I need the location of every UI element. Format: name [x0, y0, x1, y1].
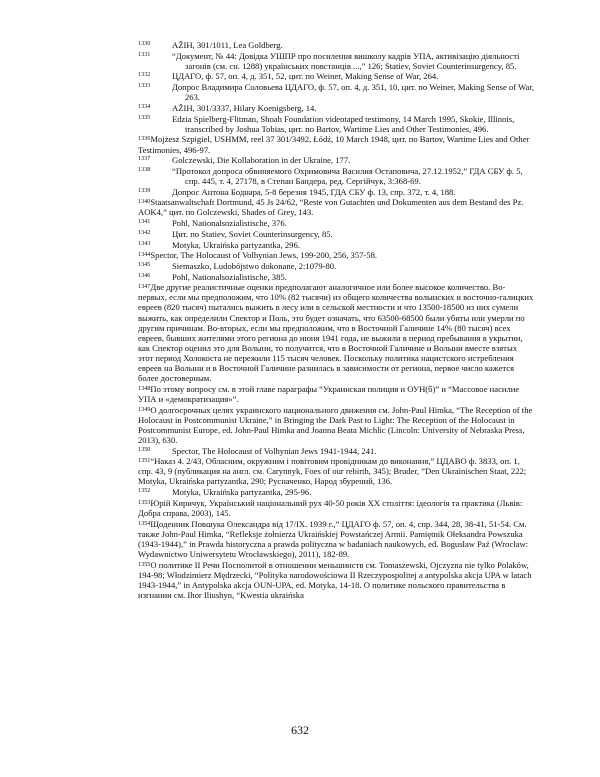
footnote-number: 1341: [138, 218, 151, 226]
footnote-number: 1348: [138, 384, 151, 392]
footnote: [138, 240, 534, 250]
footnote: [138, 282, 534, 383]
footnote-number: 1332: [138, 71, 151, 79]
footnote-text: Spector, The Holocaust of Volhynian Jews 1941-1944, 241.: [172, 445, 377, 456]
footnote-text: Motyka, Ukraińska partyzantka, 295-96.: [172, 487, 312, 498]
footnote: [138, 384, 534, 404]
footnote-number: 1331: [138, 50, 151, 58]
footnote-text: ЦДАГО, ф. 57, оп. 4, д. 351, 52, цит. по Weiner, Making Sense of War, 264.: [172, 71, 439, 82]
footnote-number: 1339: [138, 186, 151, 194]
footnote-number: 1343: [138, 239, 151, 247]
footnote-text: “Протокол допроса обвиняемого Охримовича Василия Остаповича, 27.12.1952,” ГДА СБУ ф. 5, спр. 445, т. 4, 27178, в Степан Бандера, ред. Сергійчук, 3:368-69.: [172, 165, 523, 186]
footnote-text: “Наказ 4. 2/43, Обласним, окружним і повітовим провідникам до виконання,” ЦДАВО ф. 3833, оп. 1, спр. 43, 9 (публикация на англ. см. Carynnyk, Foes of our rebirth, 345); Bruder, ”Den Ukrainischen Staat, 222; Motyka, Ukraińska partyzantka, 290; Русначенко, Народ збурений, 136.: [138, 456, 527, 487]
footnote: [138, 134, 534, 154]
footnote-text: Edzia Spielberg-Flitman, Shoah Foundation videotaped testimony, 14 March 1995, Skokie, Illinois, transcribed by Joshua Tobias, цит. по Bartov, Wartime Lies and Other Testimonies, 496.: [172, 113, 515, 134]
footnote: [138, 218, 534, 228]
footnote-number: 1336: [138, 135, 151, 143]
footnote-number: 1353: [138, 498, 151, 506]
footnote: [138, 456, 534, 486]
footnote-text: “Документ, № 44: Довідка УШПР про посилення вишколу кадрів УПА, активізацію діяльності загонів (см. сн. 1288) українських повстанців ...,” 126; Statiev, Soviet Counterinsurgency, 85.: [172, 50, 520, 71]
footnote: [138, 197, 534, 217]
footnote-text: Mojżesz Szpigiel, USHMM, reel 37 301/3492, Łódź, 10 March 1948, цит. по Bartov, Wartime Lies and Other Testimonies, 496-97.: [138, 134, 530, 155]
footnote: [138, 114, 534, 134]
footnote-number: 1330: [138, 40, 151, 47]
footnote-number: 1337: [138, 155, 151, 163]
footnote-number: 1346: [138, 271, 151, 279]
footnote-text: Две другие реалистичные оценки предполагают аналогичное или более высокое количество. Во-первых, если мы предположим, что 10% (82 тысячи) из общего количества волынских и восточно-галицких евреев (820 тысяч) пытались выжить в лесу или в сельской местности и что 13500-18500 из них сумели выжить, как определили Спектор и Поль, это будет означать, что 63500-68500 были убиты или умерли по другим причинам. Во-вторых, если мы предположим, что в Восточной Галичине 14% (80 тысяч) всех евреев, бывших жителями этого региона до июня 1941 года, не выжили в период пребывания в укрытии, как Спектор оценил это для Волыни, то получится, что в Восточной Галичине и Волыни вместе взятых этот период Холокоста не пережили 115 тысяч человек. Поскольку политика нацистского истребления евреев на Волыни и в Восточной Галичине разнилась в зависимости от региона, первое число кажется более достоверным.: [138, 282, 534, 384]
footnote: [138, 103, 534, 113]
footnote-number: 1347: [138, 283, 151, 291]
footnote-number: 1335: [138, 113, 151, 121]
footnote: [138, 250, 534, 260]
footnote: [138, 51, 534, 71]
footnote: [138, 487, 534, 497]
footnote: [138, 272, 534, 282]
footnote: [138, 519, 534, 559]
footnote-text: Golczewski, Die Kollaboration in der Ukraine, 177.: [172, 155, 351, 166]
page-number: 632: [291, 723, 309, 737]
footnotes-list: [138, 40, 534, 600]
footnote: [138, 405, 534, 445]
footnote: [138, 560, 534, 600]
footnote: [138, 71, 534, 81]
footnote-number: 1334: [138, 102, 151, 110]
footnote-text: О политике II Речи Посполитой в отношении меньшинств см. Tomaszewski, Ojczyzna nie tylko Polaków, 194-98; Włodzimierz Mędrzecki, “Polityka narodowościowa II Rzeczypospolitej a antypolska akcja UPA w latach 1943-1944,” in Antypolska akcja OUN-UPA, ed. Motyka, 14-18. О политике польского правительства в изгнании см. Ihor Iliushyn, “Kwestia ukraińska: [138, 559, 532, 600]
footnote-number: 1340: [138, 198, 151, 206]
footnote: [138, 82, 534, 102]
footnote-number: 1344: [138, 251, 151, 259]
footnote-number: 1338: [138, 165, 151, 173]
footnote-number: 1354: [138, 519, 151, 527]
footnote-text: Staatsanwaltschaft Dortmund, 45 Js 24/62, “Reste von Gutachten und Dokumenten aus dem Bestand des Pz. AOK4,” цит. по Golczewski, Shades of Grey, 143.: [138, 197, 524, 218]
footnote-number: 1351: [138, 457, 151, 465]
footnote-text: Siemaszko, Ludobójstwo dokonane, 2:1079-80.: [172, 260, 337, 271]
footnote-text: Допрос Владимира Соловьева ЦДАГО, ф. 57, оп. 4, д. 351, 10, цит. по Weiner, Making Sense of War, 263.: [172, 82, 534, 103]
footnote-number: 1350: [138, 445, 151, 453]
footnote-number: 1352: [138, 487, 151, 495]
footnote-number: 1333: [138, 82, 151, 90]
footnote-number: 1355: [138, 560, 151, 568]
footnote: [138, 155, 534, 165]
footnote-text: Motyka, Ukraińska partyzantka, 296.: [172, 239, 300, 250]
footnote-text: Цит. по Statiev, Soviet Counterinsurgency, 85.: [172, 228, 333, 239]
footnote: [138, 446, 534, 456]
footnote-text: Юрій Киричук, Український національний рух 40-50 років XX століття: ідеологія та практика (Львів: Добра справа, 2003), 145.: [138, 497, 523, 518]
footnote-text: Pohl, Nationalsozialistische, 376.: [172, 218, 287, 229]
footnote-number: 1342: [138, 228, 151, 236]
footnote-text: Pohl, Nationalsozialistische, 385.: [172, 271, 287, 282]
footnote-text: О долгосрочных целях украинского национального движения см. John-Paul Himka, “The Reception of the Holocaust in Postcommunist Ukraine,” in Bringing the Dark Past to Light: The Reception of the Holocaust in Postcommunist Europe, ed. John-Paul Himka and Joanna Beata Michlic (Lincoln: University of Nebraska Press, 2013), 630.: [138, 404, 533, 445]
footnote-text: Щоденник Повшука Олександра від 17/IX. 1939 г.,” ЦДАГО ф. 57, оп. 4, спр. 344, 28, 38-41, 51-54. См. также John-Paul Himka, “Refleksje żołnierza Ukraińskiej Powstańczej Armii. Pamiętnik Ołeksandra Powszuka (1943-1944),” in Prawda historyczna a prawda polityczna w badaniach naukowych, ed. Bogusław Paź (Wrocław: Wydawnictwo Uniwersytetu Wrocławskiego), 2011), 182-89.: [138, 518, 529, 559]
footnote: [138, 229, 534, 239]
footnote: [138, 261, 534, 271]
footnote-text: AŽIH, 301/1011, Lea Goldberg.: [172, 40, 283, 50]
footnote: [138, 40, 534, 50]
footnote: [138, 187, 534, 197]
footnote-text: Допрос Антона Боднара, 5-8 березня 1945, ГДА СБУ ф. 13, спр. 372, т. 4, 188.: [172, 186, 456, 197]
footnote-text: По этому вопросу см. в этой главе параграфы “Украинская полиция и ОУН(б)” и “Массовое насилие УПА и «демократизация»”.: [138, 383, 520, 404]
footnote-text: AŽIH, 301/3337, Hilary Koenigsberg, 14.: [172, 102, 317, 113]
footnote: [138, 166, 534, 186]
footnote-number: 1349: [138, 405, 151, 413]
footnote: [138, 498, 534, 518]
footnote-text: Spector, The Holocaust of Volhynian Jews, 199-200, 256, 357-58.: [150, 250, 378, 261]
footnote-number: 1345: [138, 260, 151, 268]
